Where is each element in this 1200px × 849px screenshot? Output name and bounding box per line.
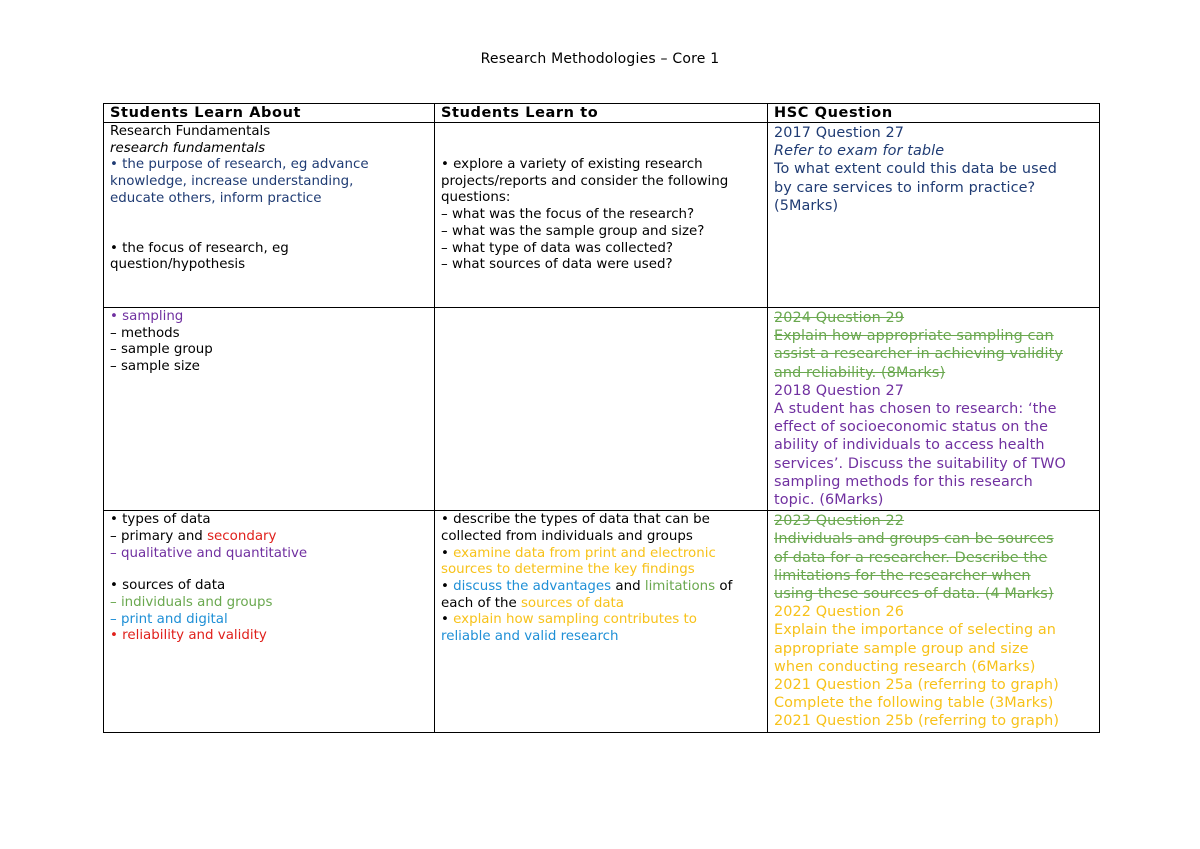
hsc-question-line: when conducting research (6Marks)	[774, 658, 1036, 675]
struck-question-title: 2024 Question 29	[774, 310, 905, 326]
bullet: •	[441, 545, 454, 561]
explore-line: – what was the focus of the research?	[441, 207, 695, 223]
sampling-subitem: – sample group	[110, 342, 213, 358]
struck-question-title: 2023 Question 22	[774, 513, 905, 530]
advantages-text: discuss the advantages	[453, 579, 612, 595]
purpose-line: educate others, inform practice	[110, 190, 322, 206]
explore-line: – what sources of data were used?	[441, 257, 673, 273]
sampling-bullet: • sampling	[110, 309, 184, 324]
examine-line	[441, 546, 761, 563]
qual-prefix: –	[110, 545, 121, 561]
cell-learn-about-research-fundamentals	[104, 123, 435, 308]
table-row	[104, 123, 1100, 308]
primary-secondary-line	[110, 529, 428, 546]
cell-hsc-2023-2022-2021	[768, 511, 1100, 732]
struck-question-line: assist a researcher in achieving validity	[774, 346, 1063, 363]
focus-line: question/hypothesis	[110, 257, 246, 273]
examine-line: sources to determine the key findings	[441, 562, 695, 578]
of-text: of	[715, 579, 733, 595]
hsc-question-line: by care services to inform practice?	[774, 179, 1036, 196]
and-text: and	[192, 545, 226, 561]
struck-question-line: limitations for the researcher when	[774, 567, 1031, 584]
page-title: Research Methodologies – Core 1	[480, 51, 720, 67]
each-of-line	[441, 596, 761, 613]
table-row	[104, 308, 1100, 511]
qualitative-text: qualitative	[120, 545, 193, 561]
secondary-text: secondary	[207, 528, 277, 544]
syllabus-table	[103, 103, 1100, 733]
individuals-groups-line: – individuals and groups	[110, 595, 273, 611]
primary-text: – primary and	[110, 528, 208, 544]
hsc-question-line: A student has chosen to research: ‘the	[774, 401, 1057, 418]
sampling-subitem: – methods	[110, 325, 180, 341]
research-fundamentals-subheading: research fundamentals	[110, 140, 266, 156]
explain-line: reliable and valid research	[441, 629, 619, 645]
describe-line: • describe the types of data that can be	[441, 512, 710, 528]
hsc-question-note: Refer to exam for table	[774, 143, 945, 160]
cell-learn-to-data	[435, 511, 768, 732]
examine-text: examine data from print and electronic	[453, 545, 716, 561]
hsc-question-title: 2018 Question 27	[774, 382, 905, 399]
hsc-question-line: effect of socioeconomic status on the	[774, 419, 1049, 436]
bullet: •	[441, 579, 454, 595]
limitations-text: limitations	[644, 579, 716, 595]
hsc-question-line: Complete the following table (3Marks)	[774, 695, 1054, 712]
hsc-question-title: 2022 Question 26	[774, 604, 905, 621]
header-hsc-question: HSC Question	[768, 104, 1100, 123]
purpose-line: • the purpose of research, eg advance	[110, 157, 369, 173]
explore-line: projects/reports and consider the following	[441, 173, 729, 189]
hsc-question-line: Explain the importance of selecting an	[774, 622, 1057, 639]
cell-hsc-2017	[768, 123, 1100, 308]
explore-line: questions:	[441, 190, 511, 206]
hsc-question-line: (5Marks)	[774, 197, 839, 214]
header-students-learn-about: Students Learn About	[104, 104, 435, 123]
struck-question-line: and reliability. (8Marks)	[774, 364, 946, 381]
struck-question-line: of data for a researcher. Describe the	[774, 549, 1048, 566]
struck-question-line: Individuals and groups can be sources	[774, 531, 1054, 548]
discuss-line	[441, 579, 761, 596]
explore-line: • explore a variety of existing research	[441, 157, 703, 172]
reliability-validity-bullet: • reliability and validity	[110, 628, 267, 644]
cell-learn-to-explore	[435, 123, 768, 308]
explore-line: – what type of data was collected?	[441, 240, 673, 256]
explore-line: – what was the sample group and size?	[441, 223, 705, 239]
focus-line: • the focus of research, eg	[110, 240, 289, 256]
hsc-question-title: 2021 Question 25b (referring to graph)	[774, 713, 1060, 730]
hsc-question-line: topic. (6Marks)	[774, 492, 884, 509]
quantitative-text: quantitative	[225, 545, 308, 561]
cell-learn-about-sampling	[104, 308, 435, 511]
sampling-subitem: – sample size	[110, 359, 200, 375]
hsc-question-title: 2017 Question 27	[774, 125, 905, 141]
struck-question-line: using these sources of data. (4 Marks)	[774, 586, 1054, 603]
header-students-learn-to: Students Learn to	[435, 104, 768, 123]
hsc-question-line: To what extent could this data be used	[774, 161, 1057, 178]
cell-hsc-2024-2018	[768, 308, 1100, 511]
research-fundamentals-heading: Research Fundamentals	[110, 124, 271, 139]
hsc-question-line: sampling methods for this research	[774, 473, 1033, 490]
sources-of-data-bullet: • sources of data	[110, 578, 226, 594]
qualitative-quantitative-line	[110, 546, 428, 563]
table-header-row	[104, 104, 1100, 123]
cell-learn-to-empty	[435, 308, 768, 511]
types-of-data-bullet: • types of data	[110, 512, 211, 528]
hsc-question-line: services’. Discuss the suitability of TWO	[774, 455, 1066, 472]
sources-text: sources of data	[520, 595, 624, 611]
bullet: •	[441, 612, 454, 628]
describe-line: collected from individuals and groups	[441, 528, 693, 544]
hsc-question-title: 2021 Question 25a (referring to graph)	[774, 677, 1059, 694]
explain-text: explain how sampling contributes to	[453, 612, 697, 628]
hsc-question-line: ability of individuals to access health	[774, 437, 1045, 454]
cell-learn-about-data	[104, 511, 435, 732]
print-digital-line: – print and digital	[110, 611, 228, 627]
and-text: and	[611, 579, 645, 595]
table-row	[104, 511, 1100, 732]
hsc-question-line: appropriate sample group and size	[774, 640, 1029, 657]
struck-question-line: Explain how appropriate sampling can	[774, 328, 1054, 345]
purpose-line: knowledge, increase understanding,	[110, 174, 354, 190]
each-prefix: each of the	[441, 595, 521, 611]
explain-line	[441, 612, 761, 629]
